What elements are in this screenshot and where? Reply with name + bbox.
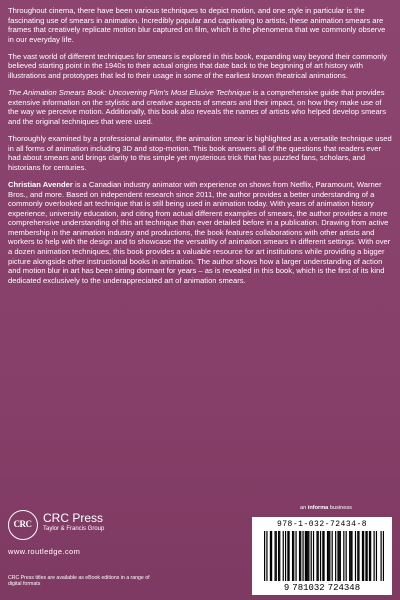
- publisher-website: www.routledge.com: [8, 547, 81, 556]
- barcode-bar: [329, 531, 330, 581]
- publisher-group: Taylor & Francis Group: [43, 526, 105, 532]
- barcode-bar: [307, 531, 308, 581]
- barcode-bar: [362, 531, 363, 581]
- barcode-bar: [351, 531, 352, 581]
- barcode-bar: [292, 531, 293, 581]
- barcode-bar: [340, 531, 341, 581]
- barcode-digits-right: 724348: [327, 583, 361, 593]
- barcode-bar: [381, 531, 382, 581]
- barcode-bar: [346, 531, 347, 581]
- barcode-bar: [305, 531, 306, 581]
- barcode-bars: [264, 531, 384, 581]
- barcode-bar: [266, 531, 267, 581]
- barcode-bar: [276, 531, 277, 581]
- crc-logo-icon: [8, 510, 38, 540]
- barcode-digits-left: 781032: [292, 583, 325, 593]
- barcode-bar: [332, 531, 333, 581]
- publisher-name: CRC Press: [43, 511, 104, 525]
- barcode-bar: [335, 531, 336, 581]
- barcode-bar: [339, 531, 340, 581]
- barcode-bar: [264, 531, 265, 581]
- blurb-paragraph-2: The vast world of different techniques for smears is explored in this book, expanding way beyond their commonly believed starting point in the 1940s to their actual origins that date back to the beginning of art history with illustrations and prototypes that led to their usage in some of the earliest known theatrical animations.: [8, 51, 387, 81]
- blurb-text: [8, 6, 392, 285]
- barcode-bar: [323, 531, 324, 581]
- informa-prefix: an: [300, 505, 308, 511]
- barcode-bar: [287, 531, 288, 581]
- barcode-bar: [376, 531, 377, 581]
- barcode-bar: [318, 531, 319, 581]
- barcode-bar: [316, 531, 317, 581]
- barcode-bar: [355, 531, 356, 581]
- barcode-bar: [313, 531, 314, 581]
- barcode-bar: [285, 531, 286, 581]
- barcode-bar: [358, 531, 359, 581]
- barcode-bar: [322, 531, 323, 581]
- publisher-block: [8, 508, 238, 598]
- ebook-note: CRC Press titles are available as eBook editions in a range of digital formats: [8, 575, 150, 588]
- barcode-bar: [367, 531, 368, 581]
- informa-logo: informa: [307, 505, 329, 511]
- barcode-bar: [283, 531, 284, 581]
- barcode-bar: [308, 531, 309, 581]
- barcode-bar: [274, 531, 275, 581]
- barcode-bar: [365, 531, 366, 581]
- author-name: Christian Avender: [8, 179, 73, 189]
- barcode-bar: [370, 531, 371, 581]
- blurb-paragraph-1: Throughout cinema, there have been various techniques to depict motion, and one style in particular is the fascinating use of smears in animation. Incredibly popular and captivating to artists, these animation smears are frames that creatively replicate motion blur captured on film, which is the phenomena that we commonly observe in our everyday life.: [8, 6, 386, 44]
- barcode-bar: [328, 531, 329, 581]
- blurb-paragraph-3: [8, 88, 392, 126]
- barcode-bar: [302, 531, 303, 581]
- author-bio: [8, 180, 392, 286]
- barcode-bar: [300, 531, 301, 581]
- barcode-bar: [306, 531, 307, 581]
- barcode-bar: [270, 531, 271, 581]
- barcode-bar: [350, 531, 351, 581]
- publisher-logo: [8, 508, 238, 544]
- crc-badge-text: CRC: [13, 519, 32, 529]
- barcode-bar: [363, 531, 364, 581]
- barcode-bar: [343, 531, 344, 581]
- isbn-number: 978-1-032-72434-8: [276, 520, 368, 529]
- barcode-bar: [288, 531, 289, 581]
- barcode-bar: [271, 531, 272, 581]
- isbn-barcode: [252, 517, 392, 595]
- barcode-bar: [383, 531, 384, 581]
- blurb-paragraph-4: Thoroughly examined by a professional animator, the animation smear is highlighted as a versatile technique used in all forms of animation including 3D and stop-motion. This book answers all of the questions that readers ever had about smears and brings clarity to this simple yet mysterious trick that has puzzled fans, scholars, and historians for centuries.: [8, 134, 392, 172]
- barcode-bar: [311, 531, 312, 581]
- barcode-digit-lead: 9: [283, 583, 290, 593]
- informa-line: [300, 505, 352, 511]
- barcode-digits: [252, 583, 392, 593]
- blurb-paragraph-3-rest: is a comprehensive guide that provides extensive information on the stylistic and creative aspects of smears and their impact, on how they make use of the way we perceive motion. Additionally, this book also reveals the names of artists who helped develop smears and the original techniques that were used.: [8, 88, 387, 126]
- barcode-bar: [293, 531, 294, 581]
- barcode-bar: [295, 531, 296, 581]
- barcode-bar: [357, 531, 358, 581]
- barcode-bar: [299, 531, 300, 581]
- informa-suffix: business: [328, 505, 352, 511]
- barcode-bar: [374, 531, 375, 581]
- barcode-bar: [349, 531, 350, 581]
- barcode-bar: [369, 531, 370, 581]
- author-bio-rest: is a Canadian industry animator with experience on shows from Netflix, Paramount, Warner Bros., and more. Based on independent research since 2011, the author provides a better understanding of a commonly overlooked art technique that is still being used in animation today. With years of animation history experience, university education, and citing from actual different examples of smears, the author provides a more comprehensive understanding of this art technique than ever detailed before in a publication. Drawing from active membership in the animation industry and productions, the book features collaborations with other artists and workers to help with the design and to showcase the versatility of animation smears in different settings. With over a dozen animation techniques, this book provides a valuable resource for art institutions while providing a bigger picture alongside other instructional books in animation. The author shows how a larger understanding of action and motion blur in art has been sitting dormant for years – as is revealed in this book, which is the first of its kind dedicated exclusively to the underappreciated art of animation smears.: [8, 179, 391, 285]
- barcode-bar: [278, 531, 279, 581]
- barcode-bar: [327, 531, 328, 581]
- barcode-bar: [279, 531, 280, 581]
- barcode-bar: [337, 531, 338, 581]
- barcode-bar: [320, 531, 321, 581]
- book-title: The Animation Smears Book: Uncovering Film's Most Elusive Technique: [8, 88, 251, 98]
